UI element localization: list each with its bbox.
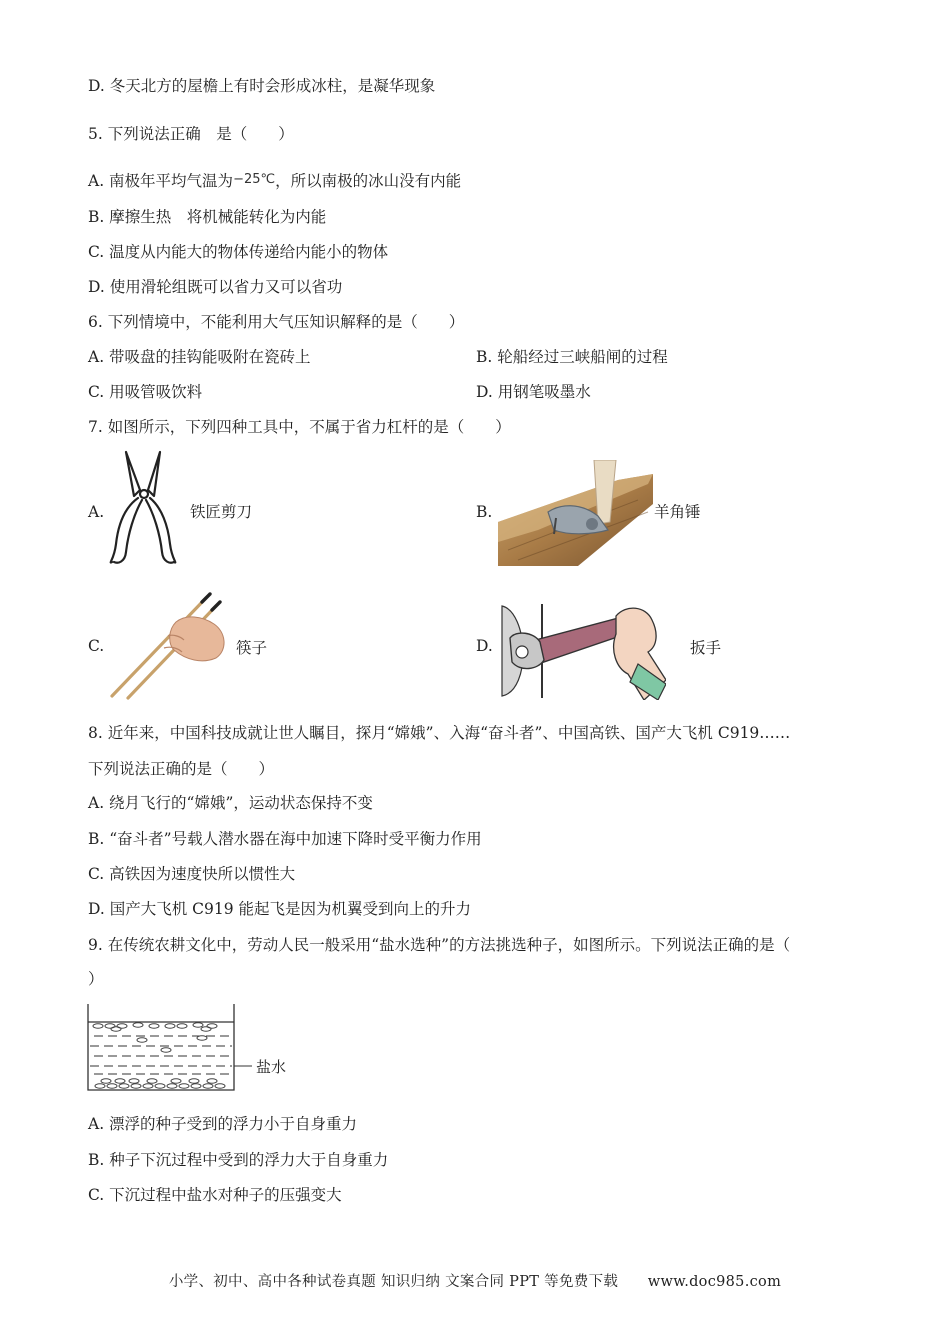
q8-option-c: C. 高铁因为速度快所以惯性大 bbox=[88, 865, 296, 883]
q9-option-a: A. 漂浮的种子受到的浮力小于自身重力 bbox=[88, 1115, 358, 1133]
q7-option-d-letter: D. bbox=[476, 637, 493, 655]
q6-option-a: A. 带吸盘的挂钩能吸附在瓷砖上 bbox=[88, 348, 311, 366]
q6-stem: 6. 下列情境中，不能利用大气压知识解释的是（ ） bbox=[88, 313, 465, 331]
q5-stem: 5. 下列说法正确 是（ ） bbox=[88, 125, 294, 143]
q7-option-d-label: 扳手 bbox=[690, 639, 722, 657]
q7-option-a-letter: A. bbox=[88, 503, 105, 521]
q7-stem: 7. 如图所示，下列四种工具中，不属于省力杠杆的是（ ） bbox=[88, 418, 511, 436]
q5-option-d: D. 使用滑轮组既可以省力又可以省功 bbox=[88, 278, 343, 296]
page-footer: 小学、初中、高中各种试卷真题 知识归纳 文案合同 PPT 等免费下载 www.doc985.com bbox=[168, 1274, 782, 1290]
q9-option-c: C. 下沉过程中盐水对种子的压强变大 bbox=[88, 1186, 342, 1204]
q7-option-c-label: 筷子 bbox=[236, 639, 268, 657]
q8-option-d: D. 国产大飞机 C919 能起飞是因为机翼受到向上的升力 bbox=[88, 900, 472, 918]
q5-option-a-post: ，所以南极的冰山没有内能 bbox=[275, 172, 462, 190]
q7-option-b-label: 羊角锤 bbox=[654, 503, 701, 521]
wrench-image bbox=[498, 602, 666, 700]
chopsticks-image bbox=[106, 590, 230, 700]
q6-option-c: C. 用吸管吸饮料 bbox=[88, 383, 203, 401]
q5-option-a-temp: −25℃ bbox=[233, 172, 276, 187]
claw-hammer-image bbox=[498, 460, 653, 566]
q5-option-c: C. 温度从内能大的物体传递给内能小的物体 bbox=[88, 243, 389, 261]
salt-water-label: 盐水 bbox=[256, 1058, 287, 1076]
q9-stem-line2: ） bbox=[88, 970, 104, 988]
q5-option-b: B. 摩擦生热 将机械能转化为内能 bbox=[88, 208, 327, 226]
q8-stem-line2: 下列说法正确的是（ ） bbox=[88, 760, 275, 778]
q8-option-b: B. “奋斗者”号载人潜水器在海中加速下降时受平衡力作用 bbox=[88, 830, 482, 848]
q5-option-a bbox=[88, 170, 461, 194]
q5-option-a-pre: A. 南极年平均气温为 bbox=[88, 172, 234, 190]
q9-option-b: B. 种子下沉过程中受到的浮力大于自身重力 bbox=[88, 1151, 389, 1169]
q7-option-a-label: 铁匠剪刀 bbox=[190, 503, 253, 521]
q6-option-b: B. 轮船经过三峡船闸的过程 bbox=[476, 348, 668, 366]
q8-stem-line1: 8. 近年来，中国科技成就让世人瞩目，探月“嫦娥”、入海“奋斗者”、中国高铁、国产大飞机 C919…… bbox=[88, 724, 791, 742]
q7-option-c-letter: C. bbox=[88, 637, 105, 655]
q6-option-d: D. 用钢笔吸墨水 bbox=[476, 383, 591, 401]
salt-water-beaker-image bbox=[86, 1002, 266, 1094]
blacksmith-scissors-image bbox=[104, 448, 184, 568]
q9-stem-line1: 9. 在传统农耕文化中，劳动人民一般采用“盐水选种”的方法挑选种子，如图所示。下列说法正确的是（ bbox=[88, 936, 791, 954]
q8-option-a: A. 绕月飞行的“嫦娥”，运动状态保持不变 bbox=[88, 794, 373, 812]
q7-option-b-letter: B. bbox=[476, 503, 493, 521]
q4-option-d: D. 冬天北方的屋檐上有时会形成冰柱，是凝华现象 bbox=[88, 77, 436, 95]
